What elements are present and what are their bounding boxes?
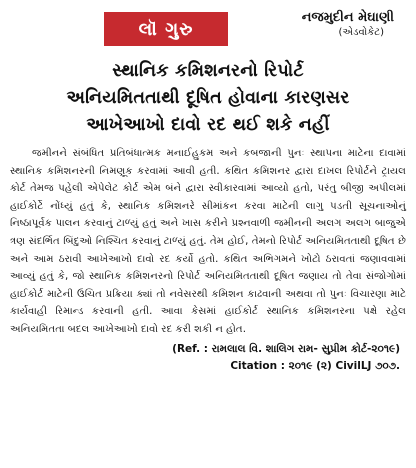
article-body: જમીનને સંબંધિત પ્રતિબંધાત્મક મનાઈહુકમ અને કબજાની પુનઃ સ્થાપના માટેના દાવામાં સ્થાનિક કમિશનરની નિમણૂક કરવામાં આવી હતી. કથિત કમિશનર દ્વારા દાખલ રિપોર્ટને ટ્રાયલ કોર્ટ તેમજ પહેલી એપેલેટ કોર્ટ એમ બંને દ્વારા સ્વીકારવામાં આવ્યો હતો, પરંતુ બીજી અપીલમાં હાઈકોર્ટે નોંધ્યું હતું કે, સ્થાનિક કમિશનરે સીમાંકન કરવા માટેની લાગુ પડતી સૂચનાઓનું નિષ્ઠાપૂર્વક પાલન કરવાનું ટાળ્યું હતું અને ખાસ કરીને પ્રશ્નવાળી જમીનની અલગ અલગ બાજુએ ત્રણ સંદર્ભિત બિંદુઓ નિશ્ચિત કરવાનું ટાળ્યું હતું. તેમ હોઈ, તેમનો રિપોર્ટ અનિયમિતતાથી દૂષિત છે અને આમ ઠરાવી આખેઆખો દાવો રદ કર્યો હતો. કથિત અભિગમને ખોટો ઠરાવતાં જણાવવામાં આવ્યું હતું કે, જો સ્થાનિક કમિશનરનો રિપોર્ટ અનિયમિતતાથી દૂષિત જણાય તો તેવા સંજોગોમાં હાઈકોર્ટ માટેની ઉચિત પ્રક્રિયા ક્યાં તો નવેસરથી કમિશન કાઢવાની અથવા તો પુનઃ વિચારણા માટે કાર્યવાહી રિમાન્ડ કરવાની હતી. આવા કેસમાં હાઈકોર્ટ સ્થાનિક કમિશનરના પક્ષે રહેલ અનિયમિતતા બદલ આખેઆખો દાવો રદ કરી શકી ન હોત.	[10, 148, 406, 335]
column-badge: લૉ ગુરુ	[104, 12, 228, 46]
case-citation: Citation : ૨૦૧૯ (૨) CivilLJ ૭૦૭.	[230, 359, 400, 372]
case-reference: (Ref. : રામલાલ વિ. શાલિગ રામ- સુપ્રીમ કોર્ટ-૨૦૧૯)	[172, 342, 400, 355]
article-header	[8, 6, 408, 50]
headline-line-2: અનિયમિતતાથી દૂષિત હોવાના કારણસર	[66, 88, 350, 108]
author-title: (એડવોકેટ)	[338, 27, 384, 38]
headline-line-3: આખેઆખો દાવો રદ થઈ શકે નહીં	[86, 115, 330, 135]
article-headline	[8, 58, 408, 139]
headline-line-1: સ્થાનિક કમિશનરનો રિપોર્ટ	[112, 61, 304, 81]
author-block	[302, 10, 394, 39]
author-name: નજમુદીન મેઘાણી	[301, 10, 394, 25]
